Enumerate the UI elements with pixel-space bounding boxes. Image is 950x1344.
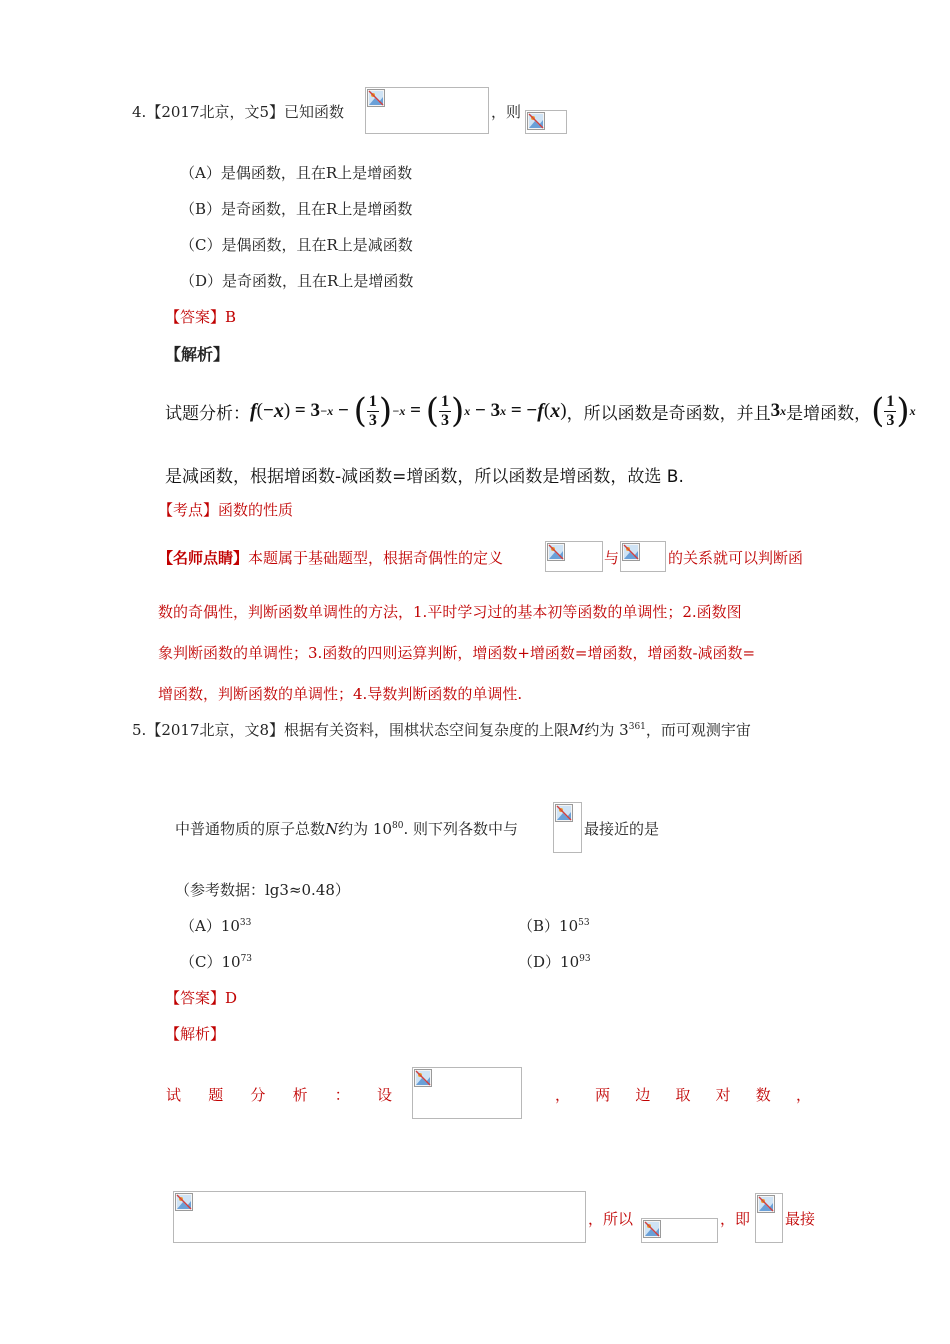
question-text-c: . 则下列各数中与	[403, 820, 518, 838]
q5-option-b	[518, 916, 590, 936]
answer-label: 【答案】	[165, 989, 226, 1007]
option-text: （D）10	[518, 953, 580, 971]
formula-image-set-x	[412, 1067, 522, 1119]
formula-image-fx	[525, 110, 567, 134]
q5-option-a	[180, 916, 251, 936]
broken-image-icon	[175, 1193, 193, 1211]
q5-stem-line1	[132, 720, 751, 740]
question-number: 5.	[132, 721, 147, 739]
question-text-c: ，而可观测宇宙	[645, 721, 751, 739]
q4-option-b: （B）是奇函数，且在R上是增函数	[180, 200, 413, 218]
q4-answer	[165, 307, 236, 327]
sol-char: ，	[555, 1086, 571, 1104]
exponent: 93	[579, 954, 591, 964]
q5-stem-line2	[175, 819, 518, 839]
broken-image-icon	[622, 543, 640, 561]
broken-image-icon	[367, 89, 385, 107]
q4-analysis-line2: 是减函数，根据增函数-减函数=增函数，所以函数是增函数，故选 B.	[165, 467, 684, 487]
q4-kaodian	[158, 500, 293, 520]
analysis-mid-text-2: 是增函数，	[786, 403, 872, 424]
kaodian-label: 【考点】	[158, 501, 219, 519]
sol-char: ：	[334, 1086, 350, 1104]
sol-char: 两	[595, 1086, 611, 1104]
answer-value: B	[225, 308, 237, 326]
sol-char: 析	[292, 1086, 308, 1104]
teacher-note-line1-b: 的关系就可以判断函	[668, 549, 804, 567]
exponent: 73	[240, 954, 253, 964]
q4-stem-line	[132, 102, 344, 122]
var-m: M	[569, 721, 585, 739]
analysis-prefix: 试题分析：	[165, 403, 250, 424]
kaodian-value: 函数的性质	[218, 501, 294, 519]
q4-stem-suffix: ，则	[491, 103, 522, 121]
analysis-mid-text: ，所以函数是奇函数，并且	[566, 403, 771, 424]
teacher-yu: 与	[604, 549, 620, 567]
fraction-one-third: $\frac{1}{3}$	[441, 392, 449, 429]
formula-image-function	[365, 87, 489, 134]
answer-label: 【答案】	[165, 308, 226, 326]
answer-value: D	[225, 989, 238, 1007]
formula-image-x-approx	[641, 1218, 718, 1243]
broken-image-icon	[643, 1220, 661, 1238]
q5-solution-so: ，所以	[588, 1210, 634, 1228]
fraction-one-third: $\frac{1}{3}$	[886, 392, 895, 429]
q4-option-d: （D）是奇函数，且在R上是增函数	[180, 272, 414, 290]
formula-image-m-over-n	[553, 802, 582, 853]
sol-char: 设	[376, 1086, 392, 1104]
option-text: （A）10	[180, 917, 240, 935]
q5-solution-closest: 最接	[785, 1210, 816, 1228]
q5-option-c	[180, 952, 252, 972]
teacher-note-line1-a	[158, 548, 503, 568]
q4-option-a: （A）是偶函数，且在R上是增函数	[180, 164, 413, 182]
exponent: 361	[628, 722, 646, 732]
question-text: 根据有关资料，围棋状态空间复杂度的上限	[284, 721, 570, 739]
teacher-note-line2: 数的奇偶性，判断函数单调性的方法，1.平时学习过的基本初等函数的单调性；2.函数图	[158, 603, 742, 621]
q5-solution-line1-a	[166, 1085, 392, 1105]
sol-char: 题	[208, 1086, 224, 1104]
formula-image-f-neg-x	[545, 541, 603, 572]
teacher-label: 【名师点睛】	[158, 549, 249, 567]
option-text: （B）10	[518, 917, 579, 935]
q5-stem-line2-end: 最接近的是	[584, 820, 660, 838]
question-source: 【2017北京，文8】	[146, 721, 285, 739]
exponent: 53	[578, 918, 590, 928]
sol-char: 试	[166, 1086, 182, 1104]
question-number: 4.	[132, 103, 147, 121]
teacher-note-line4: 增函数，判断函数的单调性；4.导数判断函数的单调性.	[158, 685, 523, 703]
sol-char: 边	[635, 1086, 651, 1104]
sol-char: 分	[250, 1086, 266, 1104]
broken-image-icon	[757, 1195, 775, 1213]
formula-image-f-x	[620, 541, 666, 572]
formula-image-log-equation	[173, 1191, 586, 1243]
q4-option-c: （C）是偶函数，且在R上是减函数	[180, 236, 413, 254]
sol-char: 对	[715, 1086, 731, 1104]
question-text-b: 约为 3	[584, 721, 629, 739]
q4-analysis-formula: 试题分析： f ( − x ) = 3 −x − ( $\frac{1}{3}$ ) −x = ( $\frac{1}{3}$ ) x − 3 x = − f ( x ) ，所以函数是奇函数，并且 3 x 是增函数， ( $\frac{1}{3}$ ) x	[165, 391, 916, 431]
fraction-one-third: $\frac{1}{3}$	[368, 392, 377, 429]
broken-image-icon	[547, 543, 565, 561]
formula-image-ratio	[755, 1193, 783, 1243]
q5-reference-data: （参考数据：lg3≈0.48）	[175, 881, 350, 899]
broken-image-icon	[414, 1069, 432, 1087]
question-text-b: 约为 10	[338, 820, 392, 838]
question-source: 【2017北京，文5】	[146, 103, 285, 121]
teacher-text: 本题属于基础题型，根据奇偶性的定义	[248, 549, 504, 567]
teacher-note-line3: 象判断函数的单调性；3.函数的四则运算判断，增函数+增函数=增函数，增函数-减函数=	[158, 644, 756, 662]
sol-char: 取	[675, 1086, 691, 1104]
q5-answer	[165, 988, 237, 1008]
option-text: （C）10	[180, 953, 241, 971]
q5-solution-line1-b	[555, 1085, 811, 1105]
q5-analysis-label: 【解析】	[165, 1025, 226, 1043]
sol-char: 数	[755, 1086, 771, 1104]
math-f: f	[250, 399, 257, 422]
broken-image-icon	[527, 112, 545, 130]
q4-analysis-label: 【解析】	[165, 345, 230, 364]
var-n: N	[325, 820, 339, 838]
broken-image-icon	[555, 804, 573, 822]
exponent: 80	[392, 821, 404, 831]
exponent: 33	[239, 918, 252, 928]
question-text: 已知函数	[284, 103, 345, 121]
q5-option-d	[518, 952, 591, 972]
q5-solution-ie: ，即	[720, 1210, 751, 1228]
sol-char: ，	[795, 1086, 811, 1104]
question-text: 中普通物质的原子总数	[175, 820, 326, 838]
